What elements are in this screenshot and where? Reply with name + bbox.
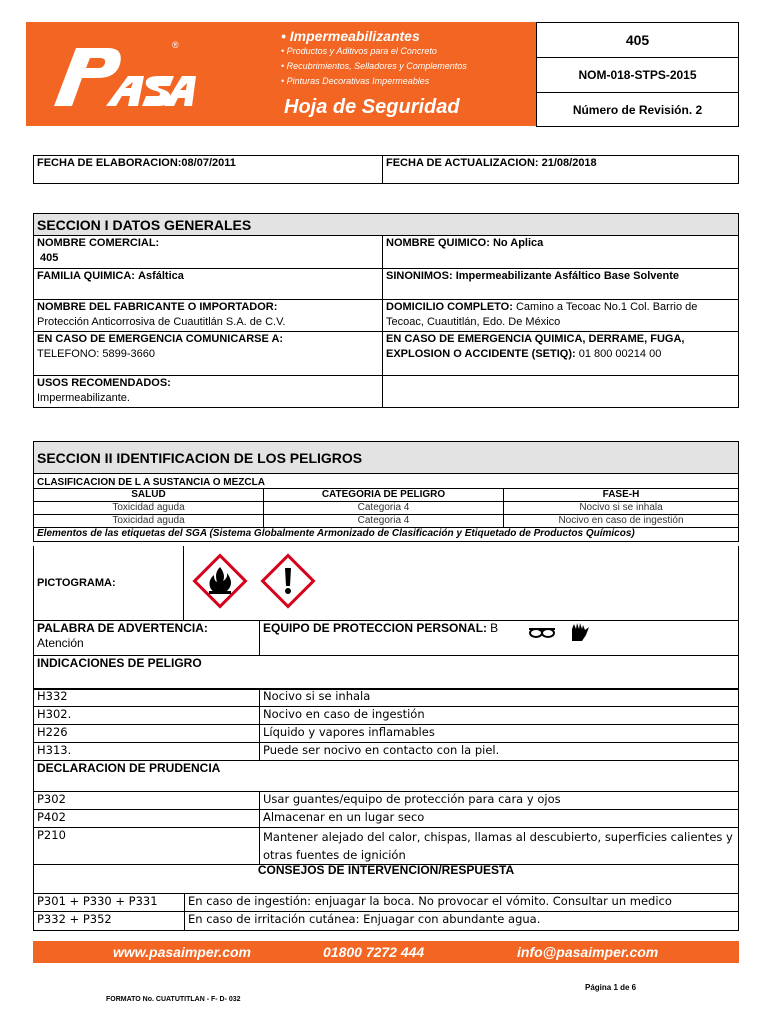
sga-note: Elementos de las etiquetas del SGA (Sistema Globalmente Armonizado de Clasificación y Etiquetado de Productos Químicos)	[34, 528, 739, 542]
h-code: H226	[34, 725, 260, 743]
epp-label: EQUIPO DE PROTECCION PERSONAL:	[263, 621, 488, 635]
domicilio-value-1: Camino a Tecoac No.1 Col. Barrio de	[515, 301, 698, 313]
sinonimos-label: SINONIMOS:	[386, 270, 453, 282]
h-statements-table	[33, 688, 739, 761]
table-cell: Toxicidad aguda	[34, 515, 264, 528]
domicilio-cell	[383, 300, 739, 332]
clasificacion-label: CLASIFICACION DE L A SUSTANCIA O MEZCLA	[34, 474, 739, 489]
nombre-comercial-label: NOMBRE COMERCIAL:	[37, 237, 160, 249]
svg-text:®: ®	[172, 40, 179, 50]
footer-website-link[interactable]: www.pasaimper.com	[113, 944, 251, 960]
pasa-logo	[46, 36, 196, 116]
epp-cell	[260, 621, 739, 656]
consejo-code: P332 + P352	[34, 912, 185, 931]
fabricante-cell	[34, 300, 383, 332]
epp-value: B	[490, 621, 499, 635]
familia-value: Asfáltica	[138, 270, 184, 282]
sinonimos-cell	[383, 269, 739, 300]
footer-contact-bar	[33, 941, 739, 963]
dates-table	[33, 155, 739, 184]
p-code: P210	[34, 828, 260, 865]
domicilio-label: DOMICILIO COMPLETO:	[386, 301, 513, 313]
hazard-table	[33, 620, 739, 690]
indicaciones-label: INDICACIONES DE PELIGRO	[34, 656, 739, 690]
usos-label: USOS RECOMENDADOS:	[37, 377, 171, 389]
revision: Número de Revisión. 2	[537, 93, 739, 127]
nombre-quimico-label: NOMBRE QUIMICO:	[386, 237, 490, 249]
fecha-actualizacion: FECHA DE ACTUALIZACION: 21/08/2018	[383, 156, 739, 184]
doc-title: Hoja de Seguridad	[284, 96, 460, 118]
col-categoria: CATEGORIA DE PELIGRO	[264, 489, 504, 502]
domicilio-value-2: Tecoac, Cuautitlán, Edo. De México	[386, 316, 561, 328]
footer-email-link[interactable]: info@pasaimper.com	[517, 944, 659, 960]
pictogram-row	[33, 546, 739, 621]
h-code: H302.	[34, 707, 260, 725]
p-code: P302	[34, 792, 260, 810]
usos-value: Impermeabilizante.	[37, 392, 130, 404]
p-code: P402	[34, 810, 260, 828]
h-text: Nocivo en caso de ingestión	[260, 707, 739, 725]
consejo-code: P301 + P330 + P331	[34, 894, 185, 912]
h-text: Nocivo si se inhala	[260, 689, 739, 707]
table-cell: Nocivo si se inhala	[504, 502, 739, 515]
product-lines	[281, 28, 531, 89]
flammable-pictogram-icon	[192, 553, 248, 609]
familia-label: FAMILIA QUIMICA:	[37, 270, 135, 282]
emergencia-value: TELEFONO: 5899-3660	[37, 348, 156, 360]
table-cell: Categoria 4	[264, 502, 504, 515]
setiq-value: 01 800 00214 00	[578, 348, 662, 360]
palabra-value: Atención	[37, 636, 84, 650]
divider	[183, 546, 184, 621]
section-1-title: SECCION I DATOS GENERALES	[34, 214, 739, 236]
table-cell: Categoria 4	[264, 515, 504, 528]
section-1-table	[33, 213, 739, 408]
consejos-header	[33, 863, 739, 893]
setiq-label-1: EN CASO DE EMERGENCIA QUIMICA, DERRAME, FUGA,	[386, 333, 685, 345]
consejo-text: En caso de irritación cutánea: Enjuagar con abundante agua.	[185, 912, 739, 931]
emergencia-cell	[34, 332, 383, 376]
palabra-label: PALABRA DE ADVERTENCIA:	[37, 621, 208, 635]
consejo-text: En caso de ingestión: enjuagar la boca. No provocar el vómito. Consultar un medico	[185, 894, 739, 912]
setiq-label-2: EXPLOSION O ACCIDENTE (SETIQ):	[386, 348, 576, 360]
bullet-3: • Pinturas Decorativas Impermeables	[281, 76, 430, 86]
table-cell: Toxicidad aguda	[34, 502, 264, 515]
goggles-icon	[528, 624, 556, 640]
table-cell: Nocivo en caso de ingestión	[504, 515, 739, 528]
familia-cell	[34, 269, 383, 300]
emergencia-label: EN CASO DE EMERGENCIA COMUNICARSE A:	[37, 333, 284, 345]
prudencia-label: DECLARACION DE PRUDENCIA	[34, 761, 739, 792]
fecha-elaboracion: FECHA DE ELABORACION:08/07/2011	[34, 156, 383, 184]
fabricante-value: Protección Anticorrosiva de Cuautitlán S.A. de C.V.	[37, 316, 286, 328]
pictograma-label: PICTOGRAMA:	[37, 577, 116, 589]
gloves-icon	[568, 621, 592, 643]
consejos-table	[33, 893, 739, 931]
footer-phone: 01800 7272 444	[323, 944, 425, 960]
h-text: Líquido y vapores inflamables	[260, 725, 739, 743]
format-code: FORMATO No. CUATUTITLAN - F- D- 032	[106, 996, 241, 1003]
norm: NOM-018-STPS-2015	[537, 58, 739, 93]
bullet-2: • Recubrimientos, Selladores y Complementos	[281, 61, 467, 71]
exclamation-pictogram-icon	[260, 553, 316, 609]
section-2-title: SECCION II IDENTIFICACION DE LOS PELIGROS	[34, 442, 739, 474]
consejos-label: CONSEJOS DE INTERVENCION/RESPUESTA	[34, 863, 739, 893]
sinonimos-value: Impermeabilizante Asfáltico Base Solvente	[455, 270, 680, 282]
p-statements-table	[33, 791, 739, 865]
h-code: H332	[34, 689, 260, 707]
prudencia-header	[33, 760, 739, 792]
empty-cell	[383, 376, 739, 408]
p-text: Almacenar en un lugar seco	[260, 810, 739, 828]
page-number: Página 1 de 6	[585, 983, 637, 992]
setiq-cell	[383, 332, 739, 376]
nombre-comercial-cell	[34, 236, 383, 269]
product-code: 405	[537, 23, 739, 58]
col-salud: SALUD	[34, 489, 264, 502]
col-fase-h: FASE-H	[504, 489, 739, 502]
fabricante-label: NOMBRE DEL FABRICANTE O IMPORTADOR:	[37, 301, 278, 313]
header-banner	[26, 22, 536, 126]
header-info-table	[536, 22, 739, 127]
h-code: H313.	[34, 743, 260, 761]
nombre-quimico-cell	[383, 236, 739, 269]
nombre-comercial-value: 405	[40, 252, 59, 264]
p-text: Mantener alejado del calor, chispas, llamas al descubierto, superficies calientes y otras fuentes de ignición	[260, 828, 739, 865]
bullet-main: • Impermeabilizantes	[281, 28, 420, 44]
palabra-cell	[34, 621, 260, 656]
usos-cell	[34, 376, 383, 408]
bullet-1: • Productos y Aditivos para el Concreto	[281, 46, 437, 56]
p-text: Usar guantes/equipo de protección para cara y ojos	[260, 792, 739, 810]
section-2-table	[33, 441, 739, 542]
nombre-quimico-value: No Aplica	[492, 237, 544, 249]
h-text: Puede ser nocivo en contacto con la piel.	[260, 743, 739, 761]
